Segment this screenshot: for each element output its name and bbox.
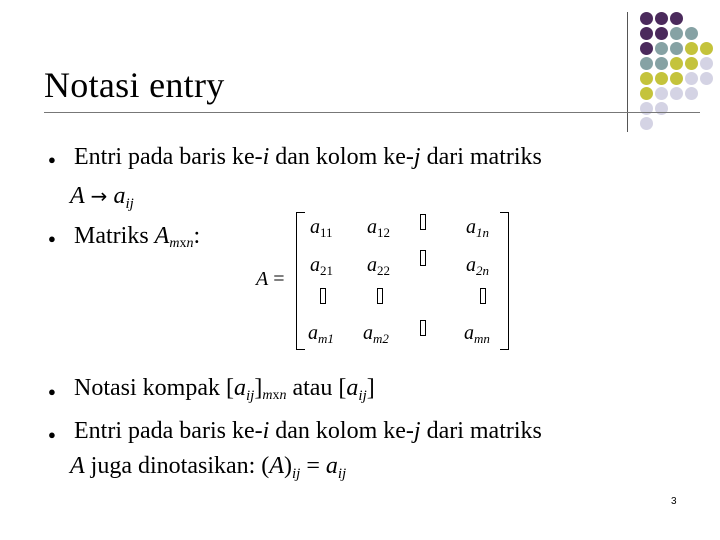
text: dan kolom ke- — [269, 418, 414, 444]
subscript-x: x — [179, 236, 187, 251]
text: atau [ — [286, 375, 347, 401]
decorative-dot — [670, 12, 683, 25]
decorative-dot — [700, 42, 713, 55]
bullet-3-line-1 — [74, 374, 375, 405]
slide-title: Notasi entry — [44, 65, 225, 105]
ellipsis-box-icon — [320, 288, 326, 304]
bullet-icon: ● — [48, 384, 56, 399]
decorative-dot-grid — [640, 12, 720, 132]
subscript-ij: ij — [245, 388, 255, 404]
decorative-dot — [670, 42, 683, 55]
decorative-dot — [700, 72, 713, 85]
text: Matriks — [74, 223, 155, 249]
decorative-dot — [700, 57, 713, 70]
ellipsis-box-icon — [420, 214, 426, 230]
decorative-dot — [640, 117, 653, 130]
var-a: a — [233, 375, 246, 401]
bullet-icon: ● — [48, 427, 56, 442]
var-a: a — [325, 453, 338, 479]
page-number: 3 — [671, 496, 677, 507]
subscript-m: m — [169, 236, 180, 251]
subscript-n: n — [279, 388, 287, 403]
var-j: j — [413, 418, 421, 444]
subscript-ij: ij — [337, 466, 347, 482]
bullet-1-line-1 — [74, 143, 542, 172]
text: ) — [283, 453, 292, 479]
decorative-dot — [685, 27, 698, 40]
decorative-dot — [670, 57, 683, 70]
var-A: A — [269, 453, 284, 479]
title-underline — [44, 112, 700, 113]
decorative-dot — [655, 57, 668, 70]
decorative-dot — [685, 87, 698, 100]
var-i: i — [262, 144, 270, 170]
decorative-dot — [640, 102, 653, 115]
matrix-label: A = — [256, 268, 285, 290]
var-A: A — [70, 183, 85, 209]
var-A: A — [154, 223, 170, 249]
decorative-dot — [685, 57, 698, 70]
ellipsis-box-icon — [480, 288, 486, 304]
decorative-dot — [640, 27, 653, 40]
subscript-m: m — [262, 388, 273, 403]
text: : — [193, 223, 201, 249]
decorative-dot — [640, 87, 653, 100]
subscript-ij: ij — [291, 466, 301, 482]
bullet-2-line-1 — [74, 222, 200, 253]
subscript-ij: ij — [125, 196, 134, 212]
matrix-cell-a2n: $a_{2n}$ — [466, 254, 489, 278]
text: dan kolom ke- — [269, 144, 414, 170]
decorative-dot — [655, 72, 668, 85]
decorative-dot — [670, 87, 683, 100]
matrix-cell-amn: $a_{mn}$ — [464, 322, 490, 346]
decorative-vertical-line — [627, 12, 628, 132]
var-a: a — [113, 183, 126, 209]
ellipsis-box-icon — [420, 250, 426, 266]
matrix-cell-a11: $a_{11}$ — [310, 216, 333, 240]
matrix-right-bracket — [500, 212, 509, 350]
text: juga dinotasikan: ( — [84, 453, 270, 479]
decorative-dot — [655, 27, 668, 40]
matrix-cell-a21: $a_{21}$ — [310, 254, 333, 278]
decorative-dot — [640, 12, 653, 25]
text: ] — [254, 375, 263, 401]
matrix-cell-a12: $a_{12}$ — [367, 216, 390, 240]
var-j: j — [413, 144, 421, 170]
text: Entri pada baris ke- — [74, 144, 263, 170]
matrix-cell-a1n: $a_{1n}$ — [466, 216, 489, 240]
text: = — [300, 453, 326, 479]
decorative-dot — [670, 27, 683, 40]
text: Entri pada baris ke- — [74, 418, 263, 444]
decorative-dot — [685, 72, 698, 85]
text: dari matriks — [420, 418, 542, 444]
text: ] — [366, 375, 375, 401]
decorative-dot — [640, 57, 653, 70]
right-arrow-icon: → — [90, 184, 108, 208]
text: dari matriks — [420, 144, 542, 170]
subscript-x: x — [272, 388, 280, 403]
matrix-cell-a22: $a_{22}$ — [367, 254, 390, 278]
decorative-dot — [655, 12, 668, 25]
var-a: a — [346, 375, 359, 401]
ellipsis-box-icon — [377, 288, 383, 304]
subscript-ij: ij — [358, 388, 367, 404]
decorative-dot — [655, 102, 668, 115]
var-A: A — [70, 453, 85, 479]
decorative-dot — [655, 87, 668, 100]
text: Notasi kompak [ — [74, 375, 234, 401]
matrix-cell-am1: $a_{m1}$ — [308, 322, 334, 346]
bullet-1-line-2 — [70, 182, 134, 213]
decorative-dot — [640, 42, 653, 55]
bullet-4-line-1 — [74, 417, 542, 446]
decorative-dot — [685, 42, 698, 55]
bullet-icon: ● — [48, 152, 56, 167]
ellipsis-box-icon — [420, 320, 426, 336]
decorative-dot — [670, 72, 683, 85]
bullet-icon: ● — [48, 231, 56, 246]
var-i: i — [262, 418, 270, 444]
decorative-dot — [640, 72, 653, 85]
matrix-cell-am2: $a_{m2}$ — [363, 322, 389, 346]
decorative-dot — [655, 42, 668, 55]
bullet-4-line-2 — [70, 452, 346, 483]
matrix-display — [256, 210, 516, 350]
matrix-left-bracket — [296, 212, 305, 350]
subscript-n: n — [186, 236, 194, 251]
